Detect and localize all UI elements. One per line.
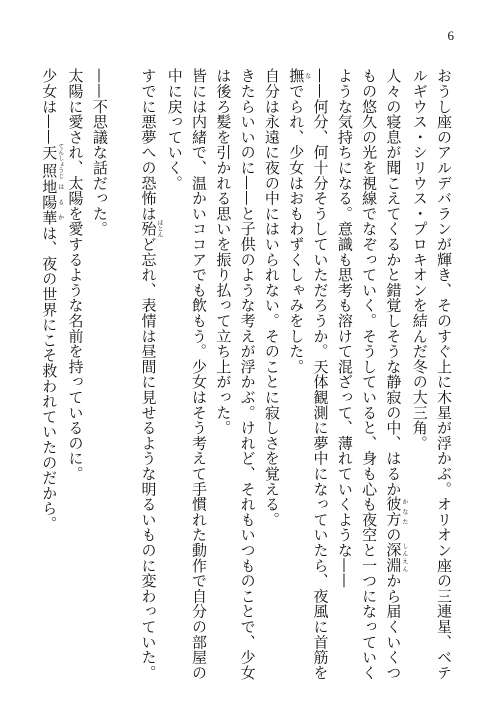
paragraph-2: 人々の寝息が聞こえてくるかと錯覚しそうな静寂の中、はるか彼方かなたの深淵しんえんから届くいくつもの悠久の光を視線でなぞっていく。そうしていると、身も心も夜空と一つになっていくような気持ちになる。意識も思考も溶けて混ざって、薄れていくような—— xyxy=(335,68,408,681)
paragraph-1: おうし座のアルデバランが輝き、そのすぐ上に木星が浮かぶ。オリオン座の三連星、ベテルギウス・シリウス・プロキオンを結んだ冬の大三角。 xyxy=(410,68,453,680)
paragraph-7: すでに悪夢への恐怖は殆ほとんど忘れ、表情は昼間に見せるような明るいものに変わっていた。 xyxy=(139,68,163,681)
paragraph-8: ——不思議な話だった。 xyxy=(90,68,109,237)
paragraph-4: 自分は永遠に夜の中にはいられない。そのことに寂しさを覚える。 xyxy=(262,68,281,527)
paragraph-10: 少女は——天照てんしょうじ地陽華はるかは、夜の世界にこそ救われていたのだから。 xyxy=(40,68,64,532)
paragraph-6: 皆には内緒で、温かいココアでも飲もう。少女はそう考えて手慣れた動作で自分の部屋の中に戻っていく。 xyxy=(165,68,209,680)
paragraph-5: きたらいいのに——と子供のような考えが浮かぶ。けれど、それもいつものことで、少女は後ろ髪を引かれる思いを振り払って立ち上がった。 xyxy=(214,68,257,680)
paragraph-3: ——何分、何十分そうしていただろうか。天体観測に夢中になっていたら、夜風に首筋を撫なでられ、少女はおもわずくしゃみをした。 xyxy=(287,68,330,680)
paragraph-9: 太陽に愛され、太陽を愛するような名前を持っているのに。 xyxy=(66,68,85,482)
novel-body-text xyxy=(37,68,456,688)
page-number: 6 xyxy=(447,28,454,43)
